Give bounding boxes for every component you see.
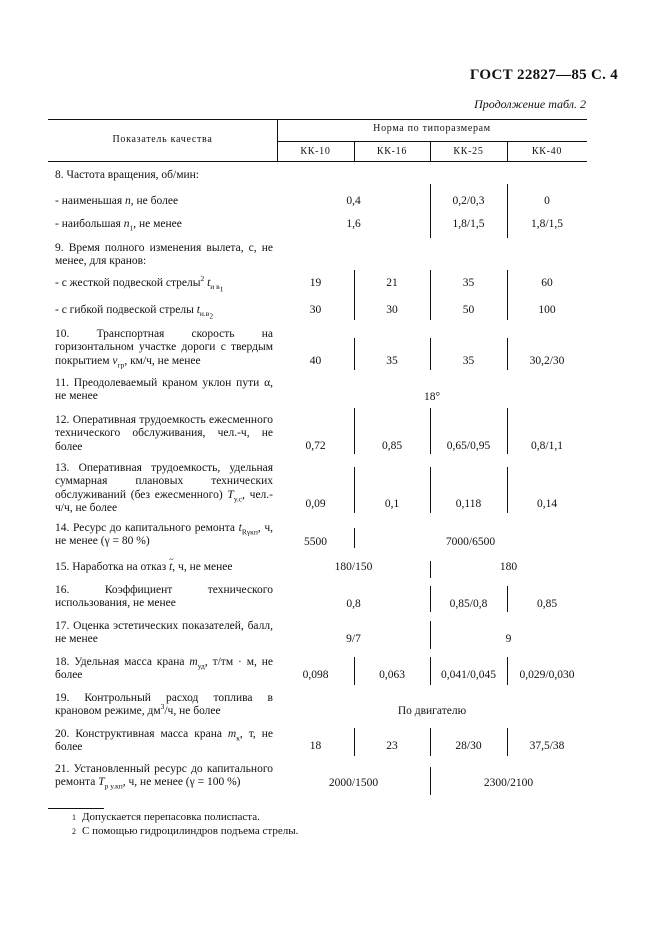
row-label: 8. Частота вращения, об/мин: <box>55 169 199 181</box>
table-cell: 0,85 <box>381 440 403 452</box>
table-cell: 35 <box>386 355 398 367</box>
row-label: 21. Установленный ресурс до капитального ремонта $T_{р у.кп}$, ч, не менее (γ = 100 %) <box>55 763 273 791</box>
table-cell: 18 <box>309 740 322 752</box>
row-label: 14. Ресурс до капитального ремонта $t_{R\gamma кп}$, ч, не менее (γ = 80 %) <box>55 522 273 548</box>
table-cell: 0,8 <box>346 598 361 610</box>
row-label: 17. Оценка эстетических показателей, балл, не менее <box>55 620 273 646</box>
footnote-rule <box>48 808 104 809</box>
table-cell: 7000/6500 <box>445 536 496 548</box>
table-header-bottom-rule <box>48 161 587 162</box>
table-cell: 1,8/1,5 <box>452 218 485 230</box>
table-cell: 0,041/0,045 <box>441 669 496 681</box>
table-cell: 50 <box>462 304 475 316</box>
row-label: - с жесткой подвеской стрелы$^2$ $t_{и в_1}$ <box>55 274 224 294</box>
table-top-rule <box>48 119 587 120</box>
row-label: 12. Оперативная трудоемкость ежесменного технического обслуживания, чел.-ч, не более <box>55 414 273 453</box>
table-cell: 60 <box>541 277 553 289</box>
row-label: 9. Время полного изменения вылета, с, не менее, для кранов: <box>55 242 273 268</box>
row-label: 20. Конструктивная масса крана $m_к$, т, не более <box>55 728 273 754</box>
column-header-norm: Норма по типоразмерам <box>373 123 491 134</box>
table-cell: 0,1 <box>384 498 400 510</box>
table-subheader-rule <box>277 141 587 142</box>
table-cell: 0,85 <box>536 598 558 610</box>
footnote: 1 Допускается перепасовка полиспаста. <box>72 811 260 823</box>
table-cell: 9 <box>505 633 512 645</box>
table-cell: 0,65/0,95 <box>446 440 491 452</box>
row-label: - наименьшая n, не более <box>55 195 179 207</box>
table-cell: 180/150 <box>334 561 373 573</box>
row-label: 16. Коэффициент технического использования, не менее <box>55 584 273 610</box>
table-cell: 5500 <box>304 536 327 548</box>
row-label: 11. Преодолеваемый краном уклон пути α, не менее <box>55 377 273 403</box>
table-cell: 100 <box>538 304 556 316</box>
table-cell: 18° <box>423 391 441 403</box>
row-label: 18. Удельная масса крана $m_{уд}$, т/тм · м, не более <box>55 656 273 682</box>
table-cell: 19 <box>309 277 322 289</box>
document-header: ГОСТ 22827—85 С. 4 <box>469 67 618 83</box>
table-cell: 0 <box>544 195 550 207</box>
table-cell: 30 <box>386 304 398 316</box>
column-header-type: КК-40 <box>531 146 563 157</box>
table-cell: 0,72 <box>305 440 326 452</box>
row-label: - наибольшая $n_1$, не менее <box>55 218 182 233</box>
row-label: - с гибкой подвеской стрелы $t_{и.в_2}$ <box>55 304 214 321</box>
table-cell: 0,14 <box>536 498 558 510</box>
footnote: 2 С помощью гидроцилиндров подъема стрелы. <box>72 825 299 837</box>
table-cell: 21 <box>386 277 398 289</box>
table-cell: 1,8/1,5 <box>531 218 563 230</box>
table-cell: 0,098 <box>302 669 329 681</box>
table-cell: 28/30 <box>455 740 482 752</box>
table-cell: По двигателю <box>397 705 467 717</box>
table-cell: 40 <box>309 355 322 367</box>
table-continuation-note: Продолжение табл. 2 <box>474 97 586 111</box>
table-cell: 0,029/0,030 <box>519 669 575 681</box>
table-cell: 180 <box>499 561 518 573</box>
table-cell: 0,85/0,8 <box>449 598 488 610</box>
table-cell: 0,4 <box>346 195 361 207</box>
column-header-type: КК-16 <box>376 146 408 157</box>
table-cell: 35 <box>462 277 475 289</box>
table-cell: 0,2/0,3 <box>452 195 485 207</box>
table-cell: 30,2/30 <box>529 355 565 367</box>
column-header-indicator: Показатель качества <box>112 134 213 145</box>
table-cell: 30 <box>309 304 322 316</box>
table-cell: 1,6 <box>346 218 361 230</box>
table-cell: 35 <box>462 355 475 367</box>
table-cell: 0,8/1,1 <box>531 440 563 452</box>
row-label: 10. Транспортная скорость на горизонтальном участке дороги с твердым покрытием $v_{гр}$, км/ч, не менее <box>55 328 273 370</box>
table-cell: 0,09 <box>305 498 326 510</box>
table-cell: 2300/2100 <box>483 777 534 789</box>
column-header-type: КК-10 <box>300 146 331 157</box>
table-cell: 23 <box>386 740 398 752</box>
row-label: 15. Наработка на отказ t ~ , ч, не менее <box>55 555 233 573</box>
table-cell: 9/7 <box>346 633 361 645</box>
column-header-type: КК-25 <box>453 146 484 157</box>
table-cell: 2000/1500 <box>328 777 379 789</box>
table-cell: 0,118 <box>455 498 482 510</box>
row-label: 19. Контрольный расход топлива в крановом режиме, $дм^3/ч$, не более <box>55 692 273 718</box>
table-cell: 37,5/38 <box>529 740 565 752</box>
row-label: 13. Оперативная трудоемкость, удельная суммарная плановых технических обслуживаний (без ежесменного) $T_{у.с}$, чел.-ч/ч, не более <box>55 462 273 515</box>
table-cell: 0,063 <box>379 669 405 681</box>
